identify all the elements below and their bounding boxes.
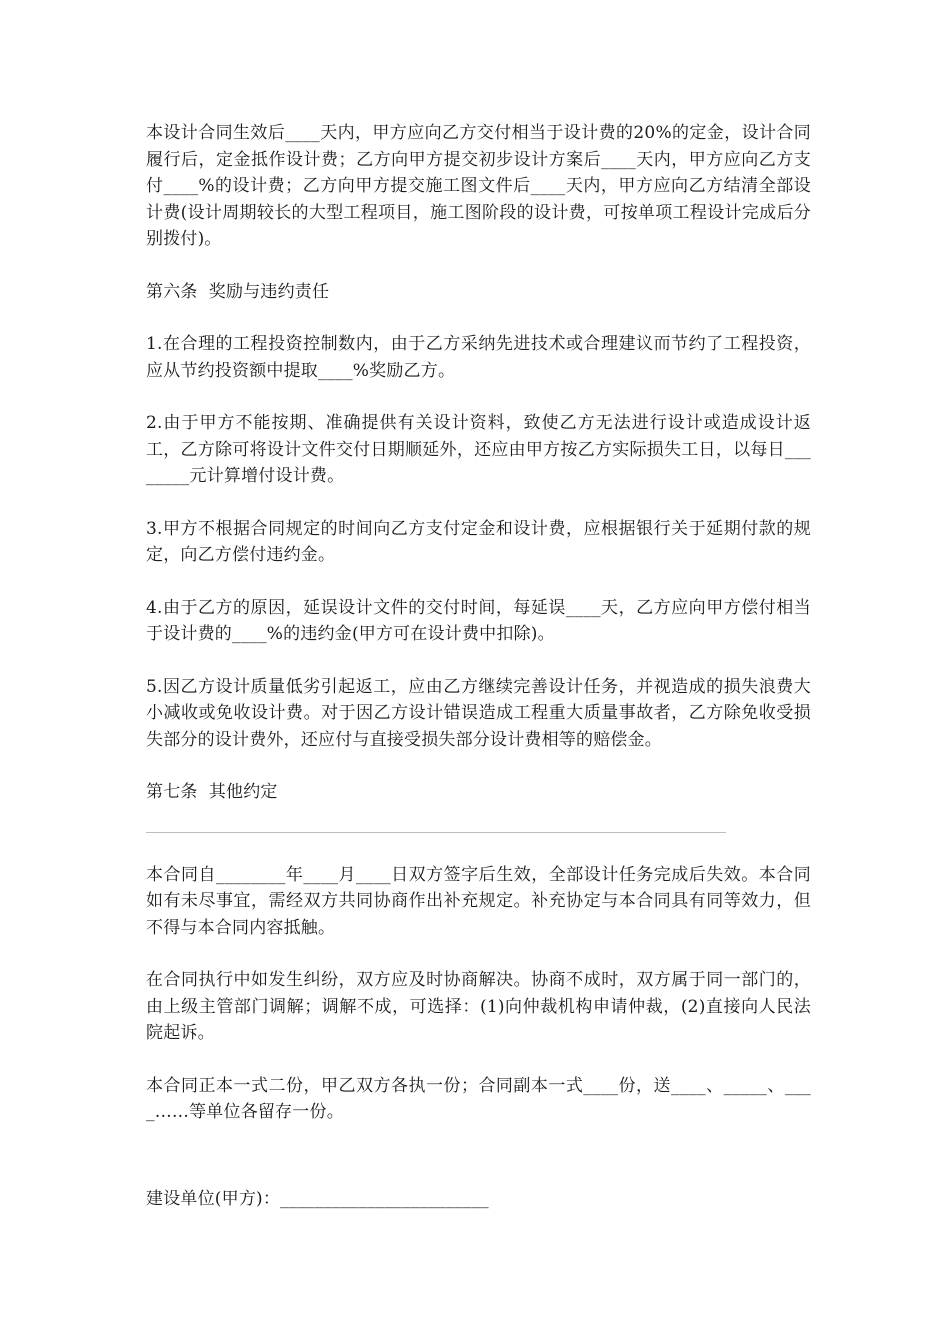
- divider-line: [146, 832, 726, 833]
- signature-spacer: [146, 1126, 811, 1186]
- article-6-clause-3: 3.甲方不根据合同规定的时间向乙方支付定金和设计费，应根据银行关于延期付款的规定，向乙方偿付违约金。: [146, 518, 811, 565]
- article-7-title: 第七条 其他约定: [146, 782, 278, 802]
- article-6-clause-1: 1.在合理的工程投资控制数内，由于乙方采纳先进技术或合理建议而节约了工程投资，应从节约投资额中提取____%奖励乙方。: [146, 334, 811, 381]
- article-7-clause-1: 本合同自________年____月____日双方签字后生效，全部设计任务完成后失效。本合同如有未尽事宜，需经双方共同协商作出补充规定。补充协定与本合同具有同等效力，但不得与本合同内容抵触。: [146, 864, 811, 938]
- article-7-clause-2: 在合同执行中如发生纠纷，双方应及时协商解决。协商不成时，双方属于同一部门的，由上级主管部门调解；调解不成，可选择：(1)向仲裁机构申请仲裁，(2)直接向人民法院起诉。: [146, 970, 811, 1043]
- article-6-title: 第六条 奖励与违约责任: [146, 281, 330, 302]
- article-6-clause-5: 5.因乙方设计质量低劣引起返工，应由乙方继续完善设计任务，并视造成的损失浪费大小减收或免收设计费。对于因乙方设计错误造成工程重大质量事故者，乙方除免收受损失部分的设计费外，还应付与直接受损失部分设计费相等的赔偿金。: [146, 676, 811, 750]
- signature-party-a: 建设单位(甲方)：________________________: [146, 1188, 489, 1209]
- contract-page: [146, 120, 811, 1212]
- article-6-clause-4: 4.由于乙方的原因，延误设计文件的交付时间，每延误____天，乙方应向甲方偿付相当于设计费的____%的违约金(甲方可在设计费中扣除)。: [146, 597, 811, 644]
- article-6-clause-2: 2.由于甲方不能按期、准确提供有关设计资料，致使乙方无法进行设计或造成设计返工，乙方除可将设计文件交付日期顺延外，还应由甲方按乙方实际损失工日，以每日________元计算增付设计费。: [146, 413, 811, 486]
- article-7-clause-3: 本合同正本一式二份，甲乙双方各执一份；合同副本一式____份，送____、_____、____……等单位各留存一份。: [146, 1075, 811, 1122]
- payment-terms-paragraph: 本设计合同生效后____天内，甲方应向乙方交付相当于设计费的20%的定金，设计合同履行后，定金抵作设计费；乙方向甲方提交初步设计方案后____天内，甲方应向乙方支付____%的设计费；乙方向甲方提交施工图文件后____天内，甲方应向乙方结清全部设计费(设计周期较长的大型工程项目，施工图阶段的设计费，可按单项工程设计完成后分别拨付)。: [146, 123, 811, 249]
